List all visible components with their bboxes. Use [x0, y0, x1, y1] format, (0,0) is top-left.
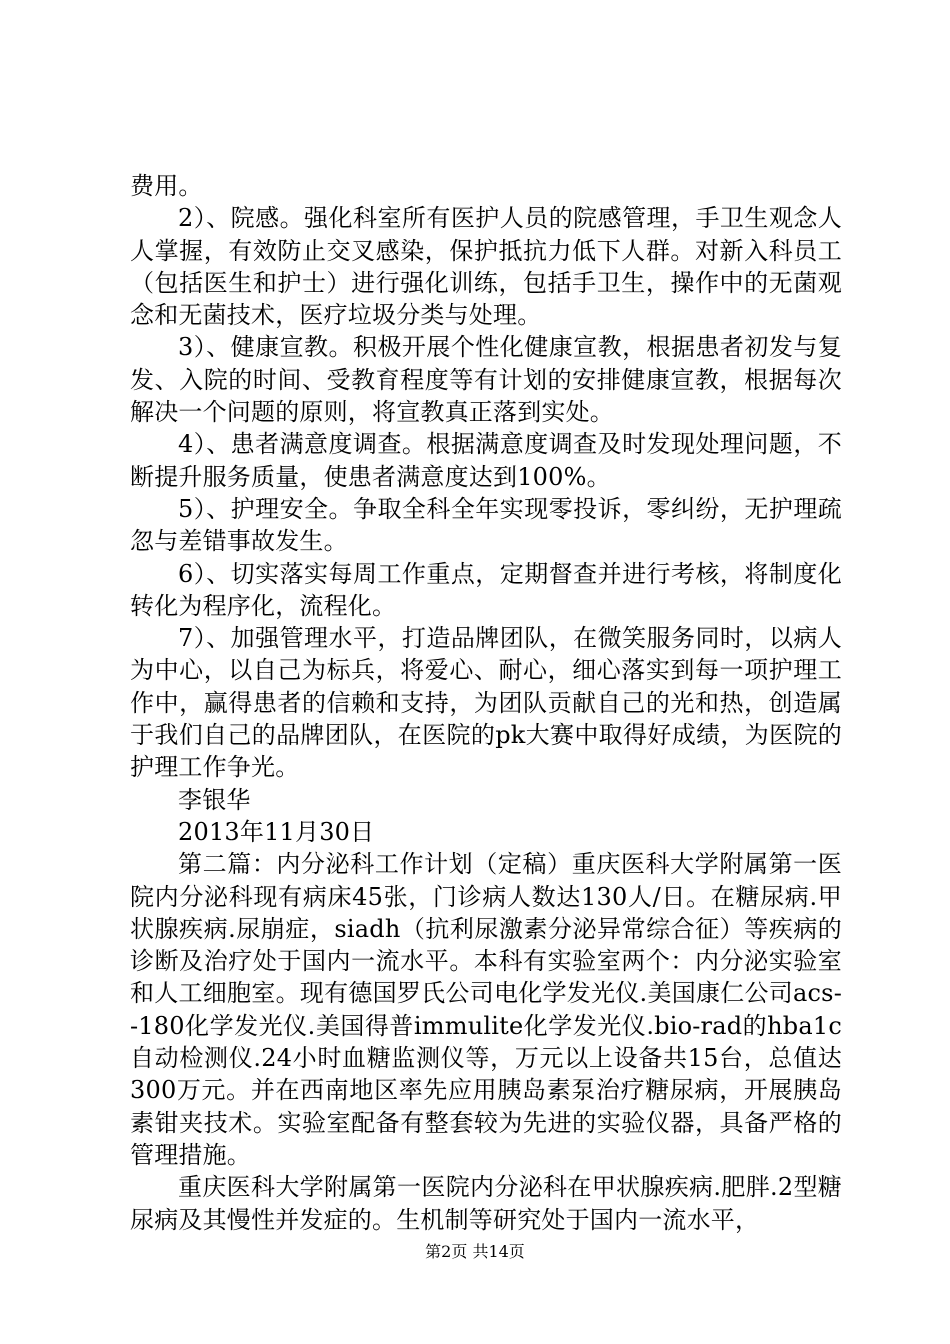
paragraph-item-6-weekly-focus: 6）、切实落实每周工作重点，定期督查并进行考核，将制度化转化为程序化，流程化。 [130, 559, 842, 620]
signature-name: 李银华 [178, 785, 251, 814]
paragraph-item-3-health-education: 3）、健康宣教。积极开展个性化健康宣教，根据患者初发与复发、入院的时间、受教育程度等有计划的安排健康宣教，根据每次解决一个问题的原则，将宣教真正落到实处。 [130, 333, 842, 427]
paragraph-item-7-brand-team: 7）、加强管理水平，打造品牌团队，在微笑服务同时，以病人为中心，以自己为标兵，将爱心、耐心，细心落实到每一项护理工作中，赢得患者的信赖和支持，为团队贡献自己的光和热，创造属于我们自己的品牌团队，在医院的pk大赛中取得好成绩，为医院的护理工作争光。 [130, 624, 842, 782]
document-body [130, 170, 842, 1236]
paragraph-continuation: 费用。 [130, 172, 203, 200]
paragraph-item-2-infection-control: 2）、院感。强化科室所有医护人员的院感管理，手卫生观念人人掌握，有效防止交叉感染，保护抵抗力低下人群。对新入科员工（包括医生和护士）进行强化训练，包括手卫生，操作中的无菌观念和无菌技术，医疗垃圾分类与处理。 [130, 204, 842, 330]
paragraph-item-5-nursing-safety: 5）、护理安全。争取全科全年实现零投诉，零纠纷，无护理疏忽与差错事故发生。 [130, 494, 842, 556]
signature-date: 2013年11月30日 [178, 817, 375, 846]
page-footer: 第2页 共14页 [425, 1242, 525, 1261]
paragraph-second-article-research: 重庆医科大学附属第一医院内分泌科在甲状腺疾病.肥胖.2型糖尿病及其慢性并发症的。生机制等研究处于国内一流水平， [130, 1173, 842, 1234]
paragraph-item-4-satisfaction-survey: 4）、患者满意度调查。根据满意度调查及时发现处理问题，不断提升服务质量，使患者满意度达到100%。 [130, 430, 842, 491]
paragraph-second-article-intro: 第二篇：内分泌科工作计划（定稿）重庆医科大学附属第一医院内分泌科现有病床45张，门诊病人数达130人/日。在糖尿病.甲状腺疾病.尿崩症，siadh（抗利尿激素分泌异常综合征）等疾病的诊断及治疗处于国内一流水平。本科有实验室两个：内分泌实验室和人工细胞室。现有德国罗氏公司电化学发光仪.美国康仁公司acs--180化学发光仪.美国得普immulite化学发光仪.bio-rad的hba1c自动检测仪.24小时血糖监测仪等，万元以上设备共15台，总值达300万元。并在西南地区率先应用胰岛素泵治疗糖尿病，开展胰岛素钳夹技术。实验室配备有整套较为先进的实验仪器，具备严格的管理措施。 [130, 850, 842, 1169]
